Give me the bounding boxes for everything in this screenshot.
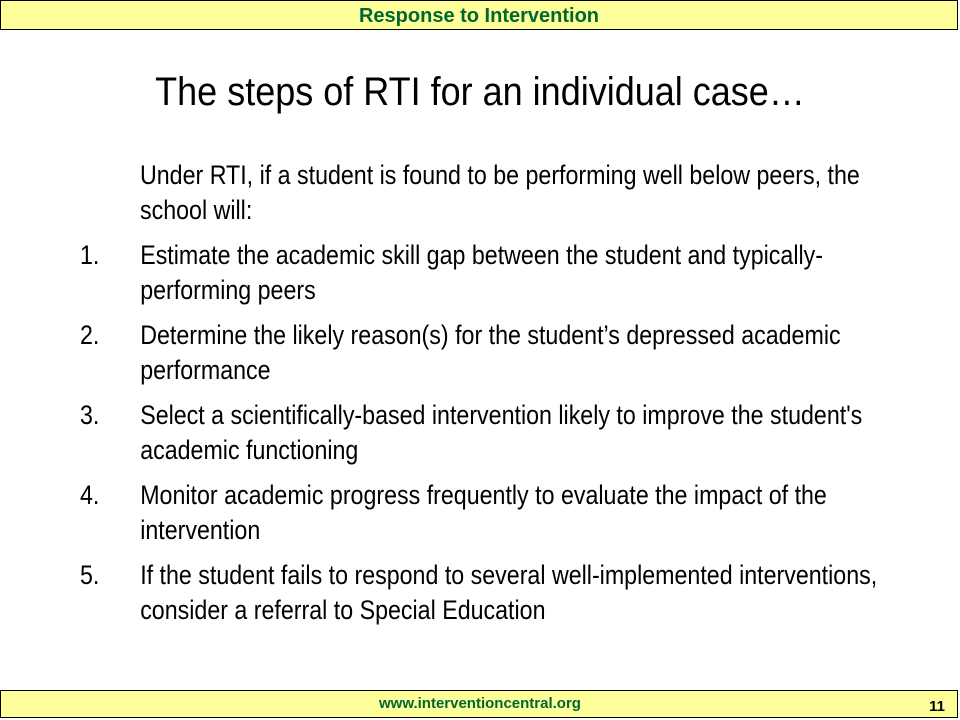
step-text: If the student fails to respond to several well-implemented interventions, consider a referral to Special Education [140, 560, 878, 625]
step-item [80, 238, 920, 308]
step-number: 1. [80, 240, 100, 270]
footer-bar [0, 690, 958, 718]
page-number: 11 [929, 698, 945, 715]
step-item [80, 318, 920, 388]
step-text: Select a scientifically-based intervention likely to improve the student's academic functioning [140, 400, 863, 465]
step-text: Monitor academic progress frequently to evaluate the impact of the intervention [140, 480, 827, 545]
step-number: 5. [80, 560, 100, 590]
header-title: Response to Intervention [358, 5, 600, 27]
header-bar [0, 0, 958, 30]
step-item [80, 398, 920, 468]
step-text: Determine the likely reason(s) for the student’s depressed academic performance [140, 320, 841, 385]
slide-title: The steps of RTI for an individual case… [155, 70, 805, 114]
step-number: 3. [80, 400, 100, 430]
step-item [80, 558, 920, 628]
footer-url[interactable]: www.interventioncentral.org [379, 695, 581, 712]
step-number: 2. [80, 320, 100, 350]
step-item [80, 478, 920, 548]
step-number: 4. [80, 480, 100, 510]
step-text: Estimate the academic skill gap between the student and typically-performing peers [140, 240, 823, 305]
slide-content [80, 158, 920, 638]
intro-text: Under RTI, if a student is found to be performing well below peers, the school will: [140, 160, 860, 225]
steps-list [80, 238, 920, 628]
